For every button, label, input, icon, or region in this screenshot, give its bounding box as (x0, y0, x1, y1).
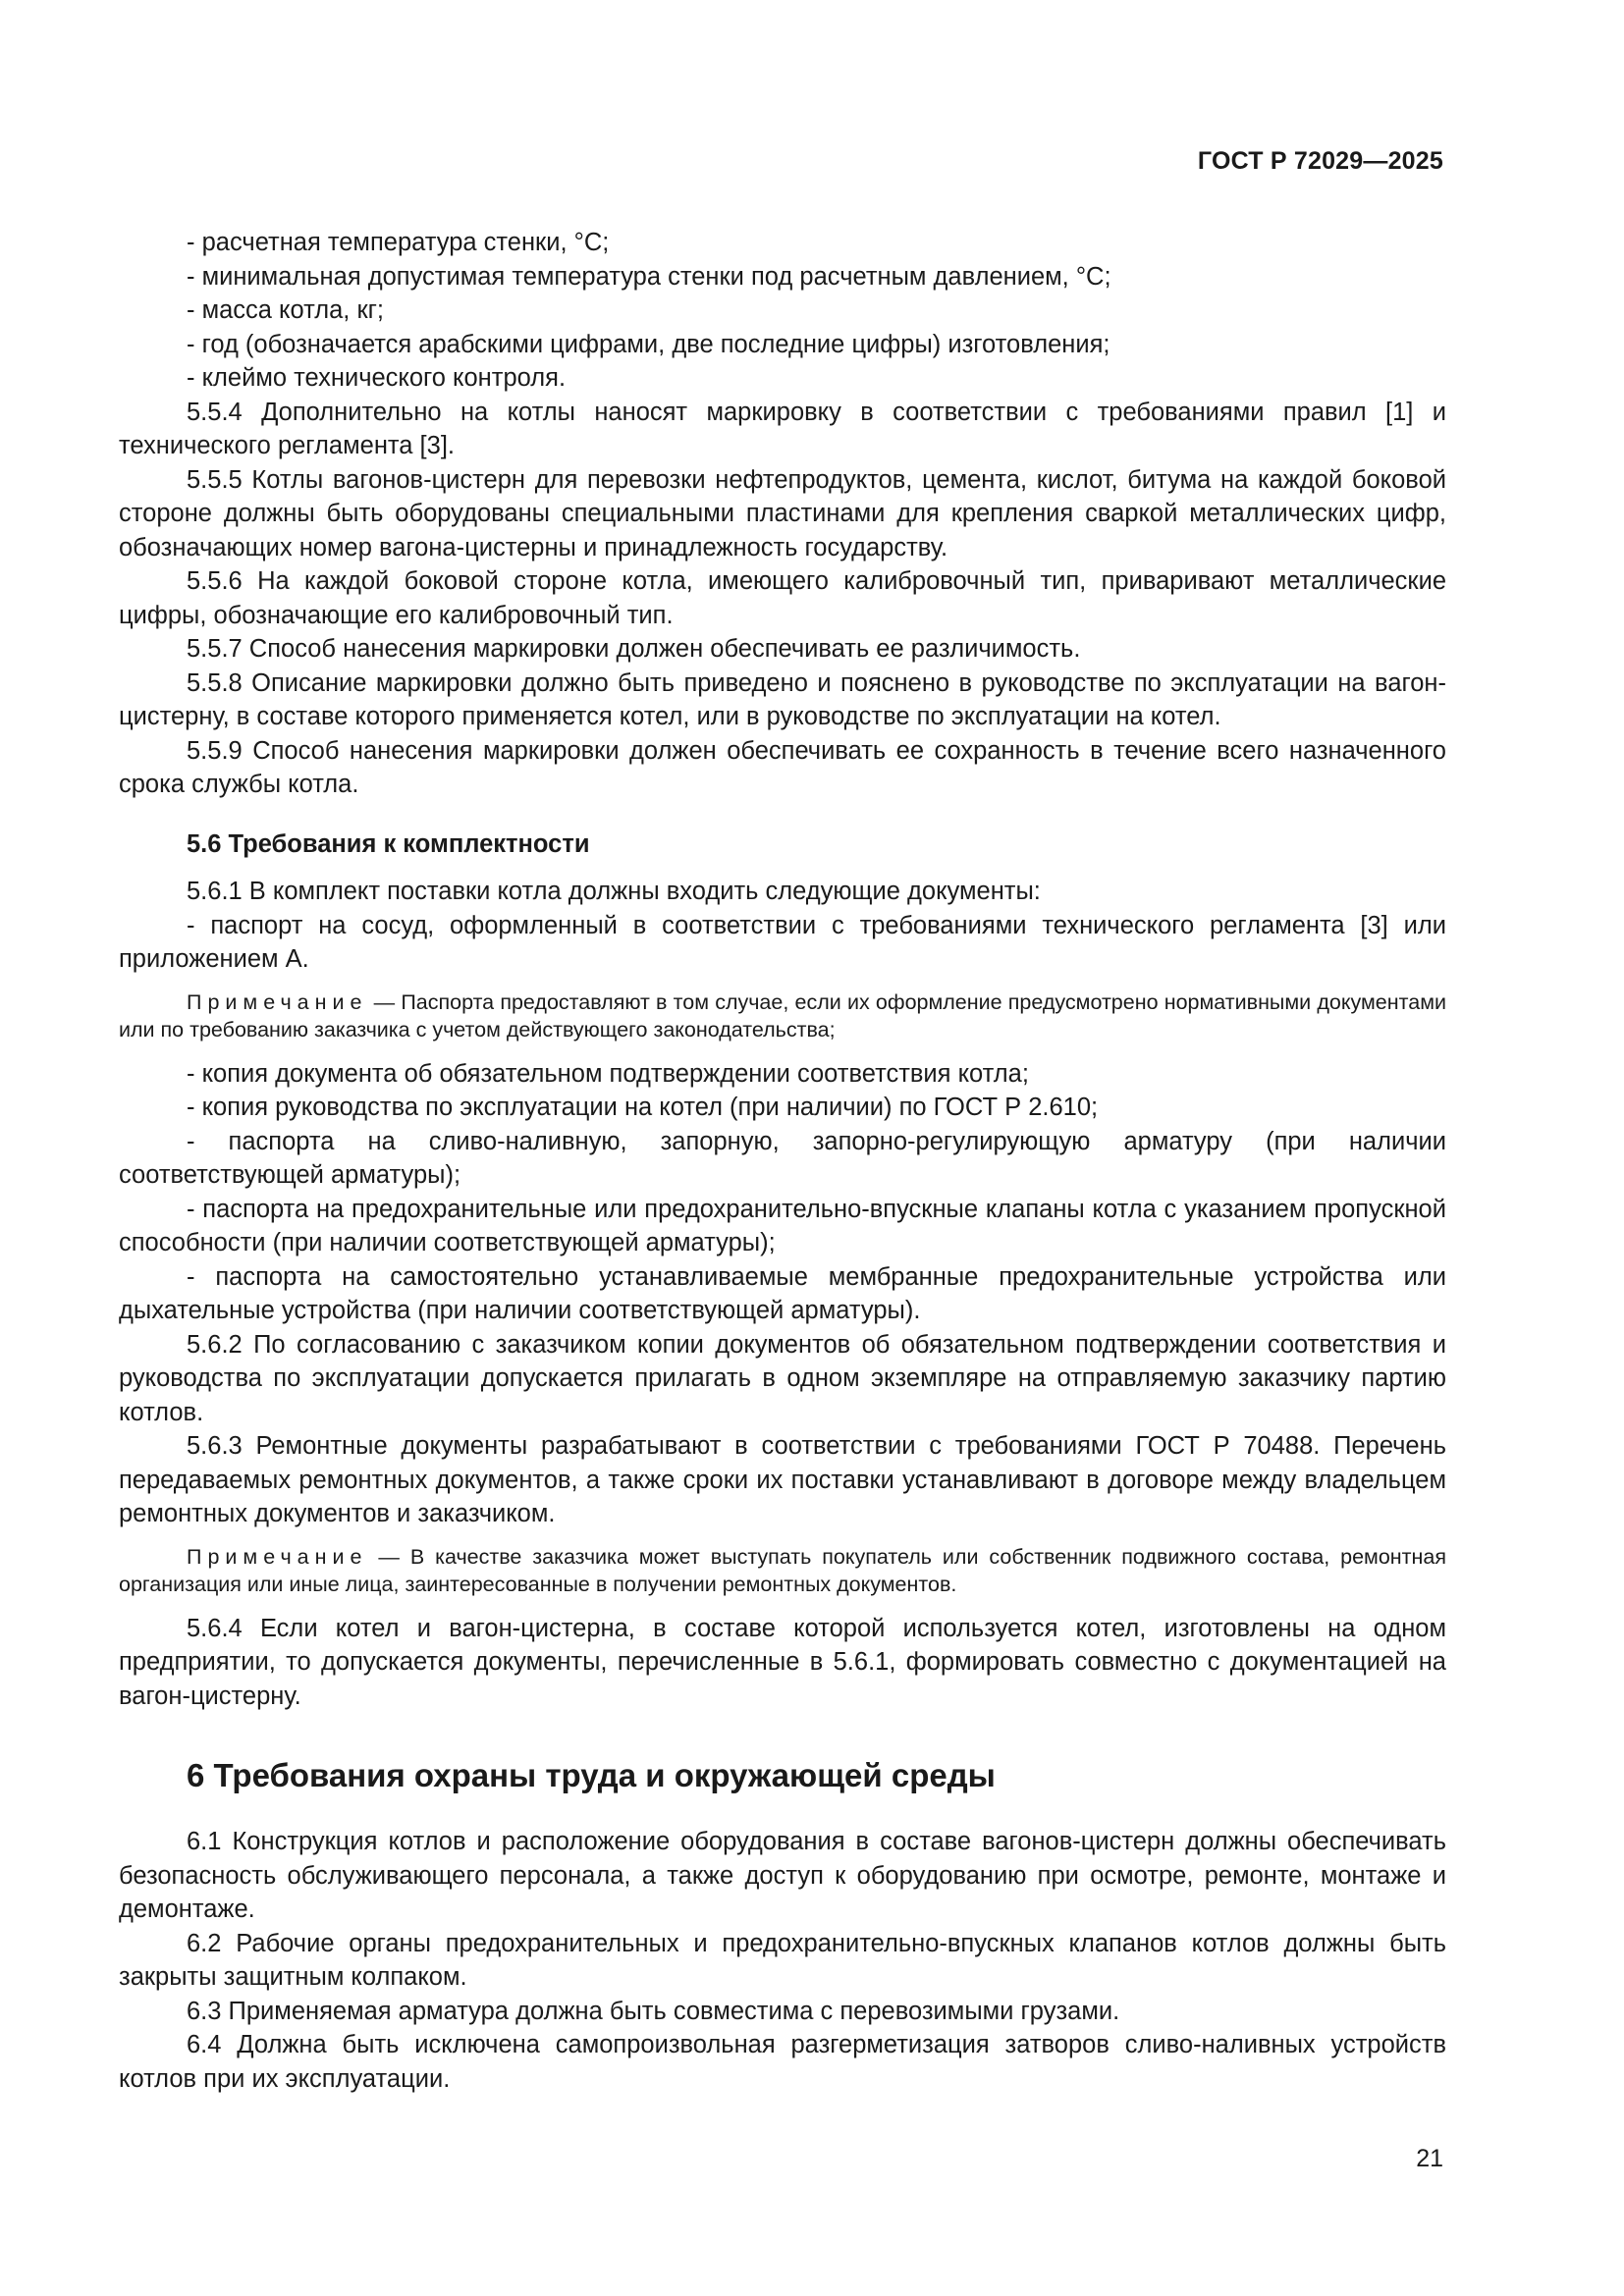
note-label: Примечание (187, 1544, 368, 1569)
paragraph-5-5-6: 5.5.6 На каждой боковой стороне котла, имеющего калибровочный тип, приваривают металлические цифры, обозначающие его калибровочный тип. (119, 567, 1446, 629)
paragraph-6-3: 6.3 Применяемая арматура должна быть совместима с перевозимыми грузами. (187, 1997, 1120, 2025)
list-item: - паспорта на предохранительные или предохранительно-впускные клапаны котла с указанием пропускной способности (при наличии соответствующей арматуры); (119, 1195, 1446, 1256)
section-heading-5-6: 5.6 Требования к комплектности (187, 829, 590, 858)
list-item: - расчетная температура стенки, °С; (187, 229, 610, 256)
paragraph-5-5-9: 5.5.9 Способ нанесения маркировки должен обеспечивать ее сохранность в течение всего назначенного срока службы котла. (119, 736, 1446, 798)
note-2 (119, 1543, 1446, 1598)
list-item: - паспорта на сливо-наливную, запорную, запорно-регулирующую арматуру (при наличии соответствующей арматуры); (119, 1127, 1446, 1189)
document-body (119, 226, 1446, 2096)
paragraph-5-5-4: 5.5.4 Дополнительно на котлы наносят маркировку в соответствии с требованиями правил [1] и технического регламента [3]. (119, 398, 1446, 459)
paragraph-5-5-8: 5.5.8 Описание маркировки должно быть приведено и пояснено в руководстве по эксплуатации на вагон-цистерну, в составе которого применяется котел, или в руководстве по эксплуатации на котел. (119, 668, 1446, 730)
document-header-id: ГОСТ Р 72029—2025 (1197, 147, 1443, 175)
paragraph-5-6-3: 5.6.3 Ремонтные документы разрабатывают в соответствии с требованиями ГОСТ Р 70488. Перечень передаваемых ремонтных документов, а также сроки их поставки устанавливают в договоре между владельцем ремонтных документов и заказчиком. (119, 1432, 1446, 1527)
list-item: - копия документа об обязательном подтверждении соответствия котла; (187, 1059, 1029, 1088)
list-item: - копия руководства по эксплуатации на котел (при наличии) по ГОСТ Р 2.610; (187, 1094, 1099, 1121)
note-text: — Паспорта предоставляют в том случае, если их оформление предусмотрено нормативными документами или по требованию заказчика с учетом действующего законодательства; (119, 989, 1446, 1041)
note-1 (119, 988, 1446, 1043)
paragraph-5-6-1: 5.6.1 В комплект поставки котла должны входить следующие документы: (187, 878, 1041, 905)
paragraph-5-5-5: 5.5.5 Котлы вагонов-цистерн для перевозки нефтепродуктов, цемента, кислот, битума на каждой боковой стороне должны быть оборудованы специальными пластинами для крепления сваркой металлических цифр, обозначающих номер вагона-цистерны и принадлежность государству. (119, 465, 1446, 561)
note-text: — В качестве заказчика может выступать покупатель или собственник подвижного состава, ремонтная организация или иные лица, заинтересованные в получении ремонтных документов. (119, 1544, 1446, 1596)
paragraph-6-1: 6.1 Конструкция котлов и расположение оборудования в составе вагонов-цистерн должны обеспечивать безопасность обслуживающего персонала, а также доступ к оборудованию при осмотре, ремонте, монтаже и демонтаже. (119, 1828, 1446, 1923)
list-item: - паспорт на сосуд, оформленный в соответствии с требованиями технического регламента [3] или приложением А. (119, 911, 1446, 973)
paragraph-5-6-4: 5.6.4 Если котел и вагон-цистерна, в составе которой используется котел, изготовлены на одном предприятии, то допускается документы, перечисленные в 5.6.1, формировать совместно с документацией на вагон-цистерну. (119, 1614, 1446, 1710)
list-item: - год (обозначается арабскими цифрами, две последние цифры) изготовления; (187, 330, 1110, 358)
section-heading-6: 6 Требования охраны труда и окружающей среды (187, 1757, 996, 1793)
list-item: - паспорта на самостоятельно устанавливаемые мембранные предохранительные устройства или дыхательные устройства (при наличии соответствующей арматуры). (119, 1262, 1446, 1324)
paragraph-5-6-2: 5.6.2 По согласованию с заказчиком копии документов об обязательном подтверждении соответствия и руководства по эксплуатации допускается прилагать в одном экземпляре на отправляемую заказчику партию котлов. (119, 1330, 1446, 1426)
paragraph-5-5-7: 5.5.7 Способ нанесения маркировки должен обеспечивать ее различимость. (187, 635, 1081, 663)
paragraph-6-4: 6.4 Должна быть исключена самопроизвольная разгерметизация затворов сливо-наливных устройств котлов при их эксплуатации. (119, 2031, 1446, 2093)
paragraph-6-2: 6.2 Рабочие органы предохранительных и предохранительно-впускных клапанов котлов должны быть закрыты защитным колпаком. (119, 1929, 1446, 1991)
page-number: 21 (1416, 2145, 1443, 2172)
note-label: Примечание (187, 989, 368, 1014)
list-item: - минимальная допустимая температура стенки под расчетным давлением, °С; (187, 262, 1111, 291)
list-item: - клеймо технического контроля. (187, 364, 567, 392)
list-item: - масса котла, кг; (187, 296, 385, 324)
